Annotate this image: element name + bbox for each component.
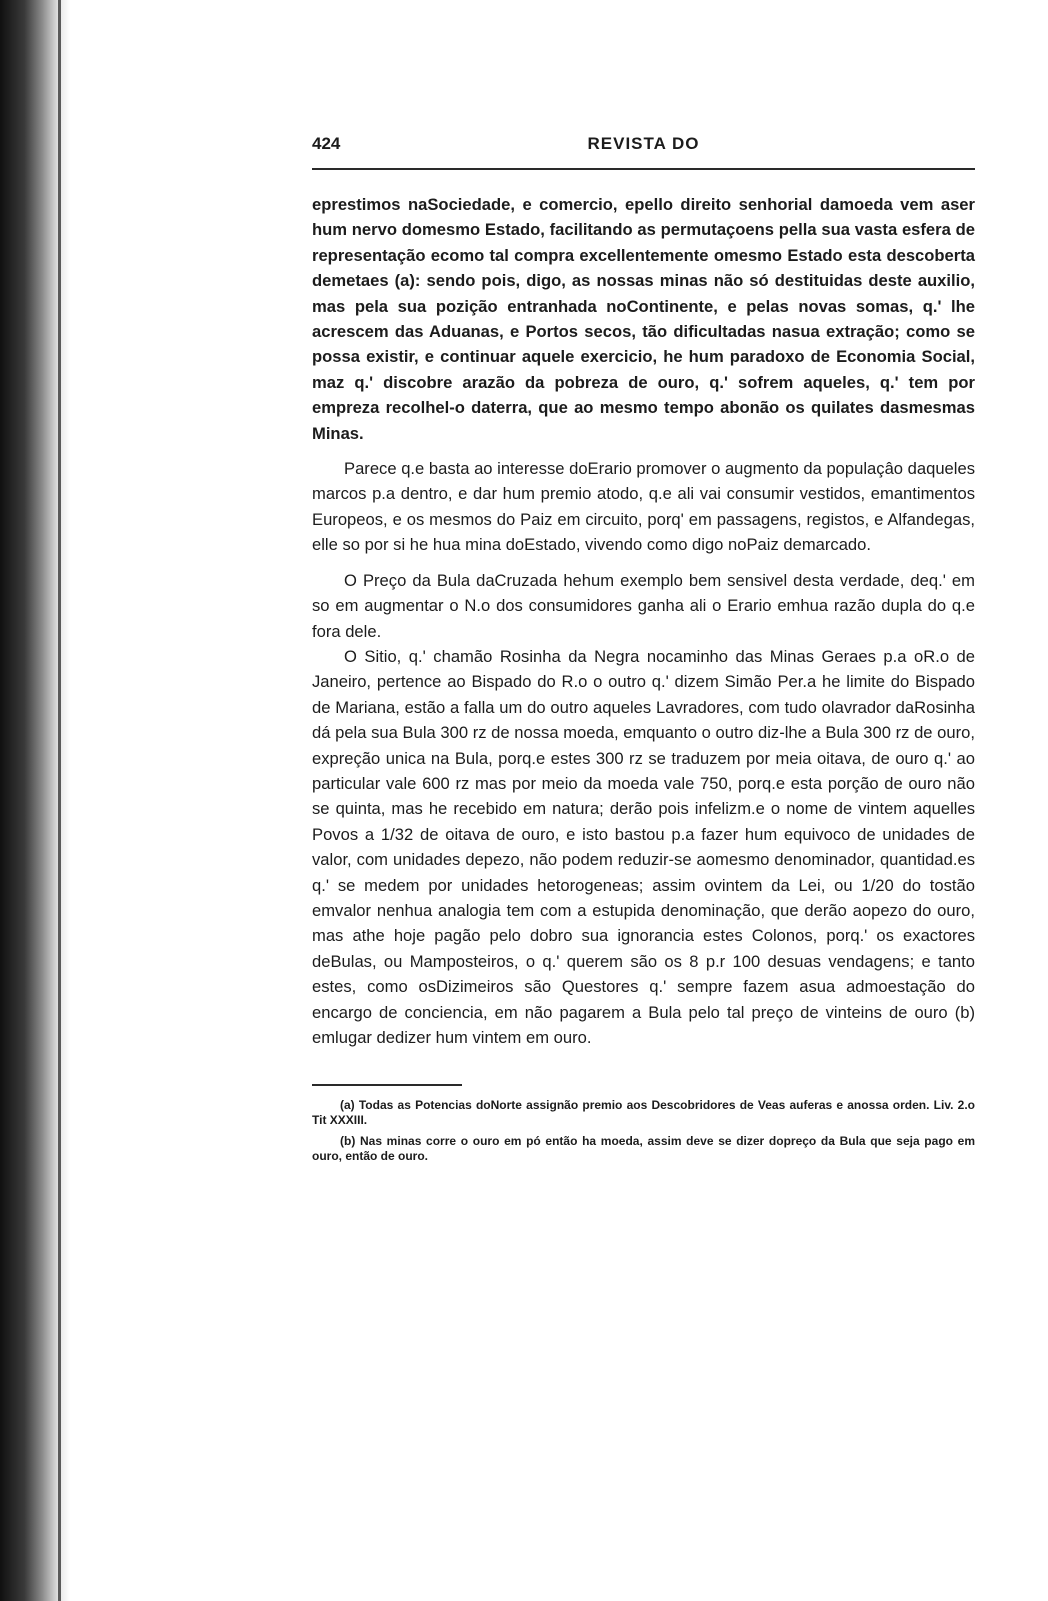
footnotes [312, 1098, 975, 1164]
journal-title: REVISTA DO [587, 134, 700, 153]
footnote-a: (a) Todas as Potencias doNorte assignão premio aos Descobridores de Veas auferas e anossa orden. Liv. 2.o Tit XXXIII. [312, 1098, 975, 1128]
page-number: 424 [312, 134, 341, 153]
footnote-rule [312, 1084, 462, 1086]
paragraph-2: Parece q.e basta ao interesse doErario promover o augmento da populaçâo daqueles marcos p.a dentro, e dar hum premio atodo, q.e ali vai consumir vestidos, emantimentos Europeos, e os mesmos do Paiz em circuito, porq' em passagens, registos, e Alfandegas, elle so por si he hua mina doEstado, vivendo como digo noPaiz demarcado. [312, 459, 975, 555]
book-page [312, 130, 975, 1170]
footnote-b: (b) Nas minas corre o ouro em pó então ha moeda, assim deve se dizer dopreço da Bula que seja pago em ouro, então de ouro. [312, 1134, 975, 1164]
running-header [312, 130, 975, 156]
paragraph-1: eprestimos naSociedade, e comercio, epello direito senhorial damoeda vem aser hum nervo domesmo Estado, facilitando as permutaçoens pella sua vasta esfera de representação ecomo tal compra excellentemente omesmo Estado esta descoberta demetaes (a): sendo pois, digo, as nossas minas não só destituidas deste auxilio, mas pela sua pozição entranhada noContinente, e pelas novas somas, q.' lhe acrescem das Aduanas, e Portos secos, tão dificultadas nasua extração; como se possa existir, e continuar aquele exercicio, he hum paradoxo de Economia Social, maz q.' discobre arazão da pobreza de ouro, q.' sofrem aqueles, q.' tem por empreza recolhel-o daterra, que ao mesmo tempo abonão os quilates dasmesmas Minas. [312, 195, 975, 443]
body-text [312, 192, 975, 1050]
paragraph-3: O Preço da Bula daCruzada hehum exemplo bem sensivel desta verdade, deq.' em so em augmentar o N.o dos consumidores ganha ali o Erario emhua razão dupla do q.e fora dele. [312, 570, 975, 641]
binding-edge [58, 0, 61, 1601]
header-rule [312, 168, 975, 170]
paragraph-4: O Sitio, q.' chamão Rosinha da Negra nocaminho das Minas Geraes p.a oR.o de Janeiro, pertence ao Bispado do R.o o outro q.' dizem Simão Per.a he limite do Bispado de Mariana, estão a falla um do outro aqueles Lavradores, com tudo olavrador daRosinha dá pela sua Bula 300 rz de nossa moeda, emquanto o outro diz-lhe a Bula 300 rz de ouro, expreção unica na Bula, porq.e estes 300 rz se traduzem por meia oitava, de ouro q.' ao particular vale 600 rz mas por meio da moeda vale 750, porq.e esta porção de ouro não se quinta, mas he recebido em natura; derão pois infelizm.e o nome de vintem aquelles Povos a 1/32 de oitava de ouro, e isto bastou p.a fazer hum equivoco de unidades de valor, com unidades depezo, não podem reduzir-se aomesmo denominador, quantidad.es q.' se medem por unidades hetorogeneas; assim ovintem da Lei, ou 1/20 do tostão emvalor nenhua analogia tem com a estupida denominação, que derão aopezo do ouro, mas athe hoje pagão pelo dobro sua ignorancia estes Colonos, porq.' os exactores deBulas, ou Mamposteiros, o q.' querem são os 8 p.r 100 desuas vendagens; e tanto estes, como osDizimeiros são Questores q.' sempre fazem asua admoestação do encargo de conciencia, em não pagarem a Bula pelo tal preço de vinteins de ouro (b) emlugar dedizer hum vintem em ouro. [312, 646, 975, 1047]
